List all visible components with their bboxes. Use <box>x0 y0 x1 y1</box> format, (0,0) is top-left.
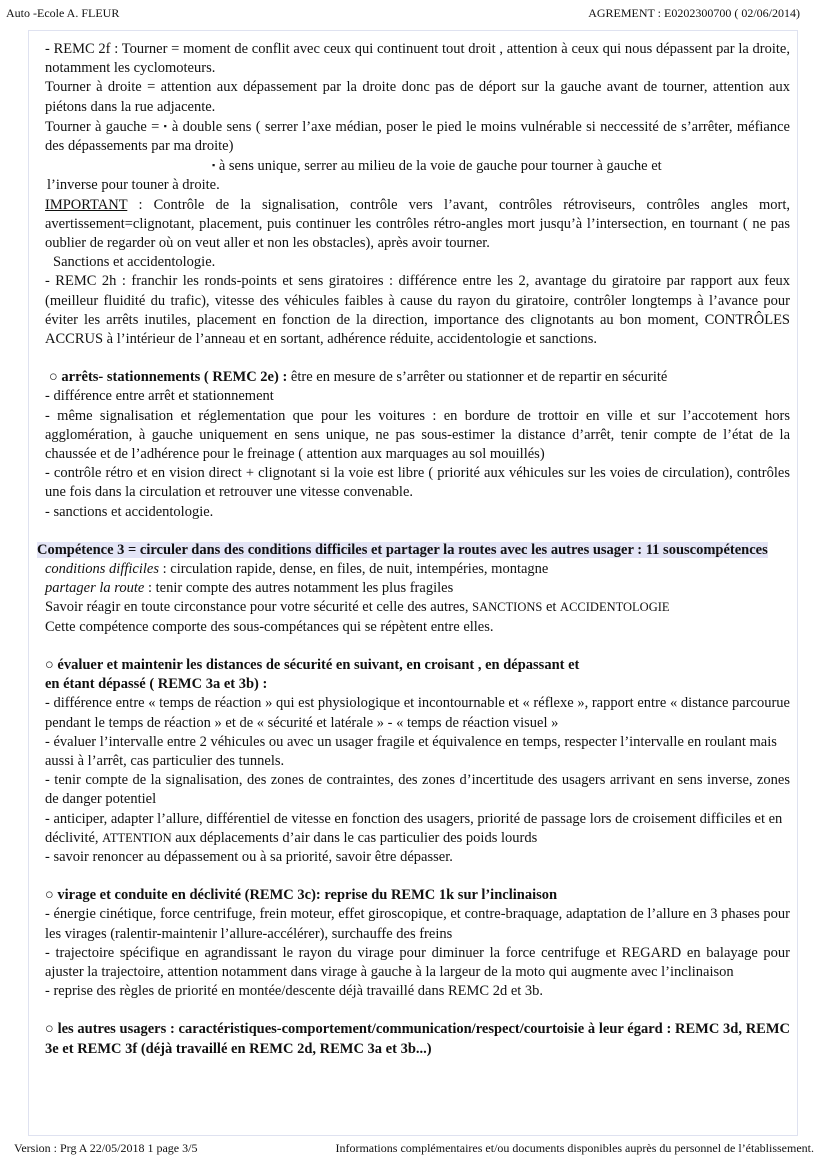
evaluer-heading-1: ○ évaluer et maintenir les distances de sécurité en suivant, en croisant , en dépassant et <box>45 656 580 673</box>
savoir-line <box>37 598 790 617</box>
conditions-line <box>37 560 790 579</box>
footer-info: Informations complémentaires et/ou documents disponibles auprès du personnel de l’établissement. <box>335 1141 814 1155</box>
important-label: IMPORTANT <box>45 196 128 213</box>
sanctions-caps: SANCTIONS <box>472 600 543 615</box>
virage-item-2: - trajectoire spécifique en agrandissant le rayon du virage pour diminuer la force centrifuge et REGARD en balayage pour ajuster la trajectoire, attention notamment dans virage à gauche à la largeur de la moto qui augmente avec l’inclinaison <box>45 944 790 980</box>
remc-2f-paragraph: - REMC 2f : Tourner = moment de conflit avec ceux qui continuent tout droit , attention à ceux qui nous dépassent par la droite, notamment les cyclomoteurs. <box>45 41 790 77</box>
header-agreement: AGREMENT : E0202300700 ( 02/06/2014) <box>588 6 800 20</box>
partager-text: : tenir compte des autres notamment les plus fragiles <box>144 580 454 597</box>
evaluer-item-5: - savoir renoncer au dépassement ou à sa priorité, savoir être dépasser. <box>45 848 453 865</box>
header-school-name: Auto -Ecole A. FLEUR <box>6 6 120 20</box>
sens-unique-line <box>37 156 790 176</box>
tourner-gauche-text: à double sens ( serrer l’axe médian, poser le pied le moins vulnérable si neccessité de s’arrêter, méfiance des dépassements par ma droite) <box>45 118 790 155</box>
tourner-gauche-paragraph <box>37 117 790 156</box>
arrets-item-2: - même signalisation et réglementation que pour les voitures : en bordure de trottoir en ville et sur l’accotement hors agglomération, à gauche uniquement en sens unique, ne pas sous-estimer la distance d’arrêt, tenir compte de l’état de la chaussée et de l’adhérence pour le freinage ( attention aux marquages au sol mouillés) <box>45 407 790 463</box>
evaluer-item-2: - évaluer l’intervalle entre 2 véhicules ou avec un usager fragile et équivalence en temps, respecter l’intervalle en roulant mais aussi à l’arrêt, cas particulier des tunnels. <box>45 733 777 769</box>
sens-unique-continuation: l’inverse pour touner à droite. <box>47 177 220 194</box>
tourner-gauche-prefix: Tourner à gauche = <box>45 118 160 135</box>
remc-2h-paragraph: - REMC 2h : franchir les ronds-points et sens giratoires : différence entre les 2, avantage du giratoire par rapport aux feux (meilleur fluidité du trafic), vitesse des véhicules faibles à cause du rayon du giratoire, contrôler longtemps à l’avance pour éviter les arrêts inutiles, placement en fonction de la direction, importance des clignotants au bon moment, CONTRÔLES ACCRUS à l’intérieur de l’anneau et en sortant, adhérence réduite, accidentologie et sanctions. <box>45 273 790 348</box>
partager-label: partager la route <box>45 580 145 597</box>
arrets-title: ○ arrêts- stationnements ( REMC 2e) : <box>49 369 288 386</box>
important-text: : Contrôle de la signalisation, contrôle vers l’avant, contrôles rétroviseurs, contrôles angles mort, avertissement=clignotant, placement, puis continuer les contrôles rétro-angles mort jusqu’à l’intersection, en tournant ( ne pas oublier de regarder où on veut aller et non les obstacles), après avoir tourner. <box>45 196 790 252</box>
savoir-et: et <box>542 599 561 616</box>
arrets-item-3: - contrôle rétro et en vision direct + clignotant si la voie est libre ( priorité aux véhicules sur les voies de circulation), contrôles une fois dans la circulation et retrouver une vitesse convenable. <box>45 465 790 501</box>
evaluer-item-4-b: aux déplacements d’air dans le cas particulier des poids lourds <box>171 829 538 846</box>
evaluer-item-4 <box>37 810 790 848</box>
footer-version: Version : Prg A 22/05/2018 1 page 3/5 <box>14 1141 198 1155</box>
savoir-text: Savoir réagir en toute circonstance pour votre sécurité et celle des autres, <box>45 599 473 616</box>
evaluer-item-4-a: - anticiper, adapter l’allure, différentiel de vitesse en fonction des usagers, priorité de passage lors de croisement difficiles et en déclivité, <box>45 810 783 846</box>
sanctions-line: Sanctions et accidentologie. <box>53 254 216 271</box>
partager-line <box>37 579 790 598</box>
virage-heading: ○ virage et conduite en déclivité (REMC 3c): reprise du REMC 1k sur l’inclinaison <box>45 887 558 904</box>
important-paragraph <box>37 196 790 254</box>
virage-item-3: - reprise des règles de priorité en montée/descente déjà travaillé dans REMC 2d et 3b. <box>45 983 544 1000</box>
attention-caps: ATTENTION <box>102 830 172 845</box>
square-bullet-icon: ▪ <box>163 120 168 131</box>
arrets-item-1: - différence entre arrêt et stationnement <box>45 388 274 405</box>
evaluer-item-1: - différence entre « temps de réaction » qui est physiologique et incontournable et « réflexe », rapport entre « distance parcourue pendant le temps de réaction » et de « sécurité et latérale » - « temps de réaction visuel » <box>45 695 790 731</box>
comporte-line: Cette compétence comporte des sous-compétances qui se répètent entre elles. <box>45 618 494 635</box>
evaluer-heading-2: en étant dépassé ( REMC 3a et 3b) : <box>45 676 268 693</box>
evaluer-item-3: - tenir compte de la signalisation, des zones de contraintes, des zones d’incertitude des usagers arrivant en sens inverse, zones de danger potentiel <box>45 772 790 808</box>
sens-unique-text: à sens unique, serrer au milieu de la voie de gauche pour tourner à gauche et <box>218 158 662 175</box>
tourner-droite-paragraph: Tourner à droite = attention aux dépassement par la droite donc pas de déport sur la gauche avant de tourner, attention aux piétons dans la rue adjacente. <box>45 79 790 115</box>
usagers-heading: ○ les autres usagers : caractéristiques-comportement/communication/respect/courtoisie à leur égard : REMC 3d, REMC 3e et REMC 3f (déjà travaillé en REMC 2d, REMC 3a et 3b...) <box>45 1021 790 1057</box>
accidentologie-caps: ACCIDENTOLOGIE <box>560 600 670 615</box>
virage-item-1: - énergie cinétique, force centrifuge, frein moteur, effet giroscopique, et contre-braquage, adaptation de l’allure en 3 phases pour les virages (ralentir-maintenir l’allure-accélérer), surchauffe des freins <box>45 906 790 942</box>
arrets-subtitle: être en mesure de s’arrêter ou stationner et de repartir en sécurité <box>287 369 668 386</box>
document-body <box>37 40 790 1059</box>
competence-3-heading <box>37 541 790 560</box>
arrets-heading <box>37 368 790 387</box>
arrets-item-4: - sanctions et accidentologie. <box>45 503 214 520</box>
conditions-label: conditions difficiles <box>45 561 159 578</box>
competence-3-title: Compétence 3 = circuler dans des conditions difficiles et partager la routes avec les autres usager : 11 souscompétences <box>37 541 768 558</box>
square-bullet-icon: ▪ <box>212 160 216 171</box>
conditions-text: : circulation rapide, dense, en files, de nuit, intempéries, montagne <box>158 561 549 578</box>
